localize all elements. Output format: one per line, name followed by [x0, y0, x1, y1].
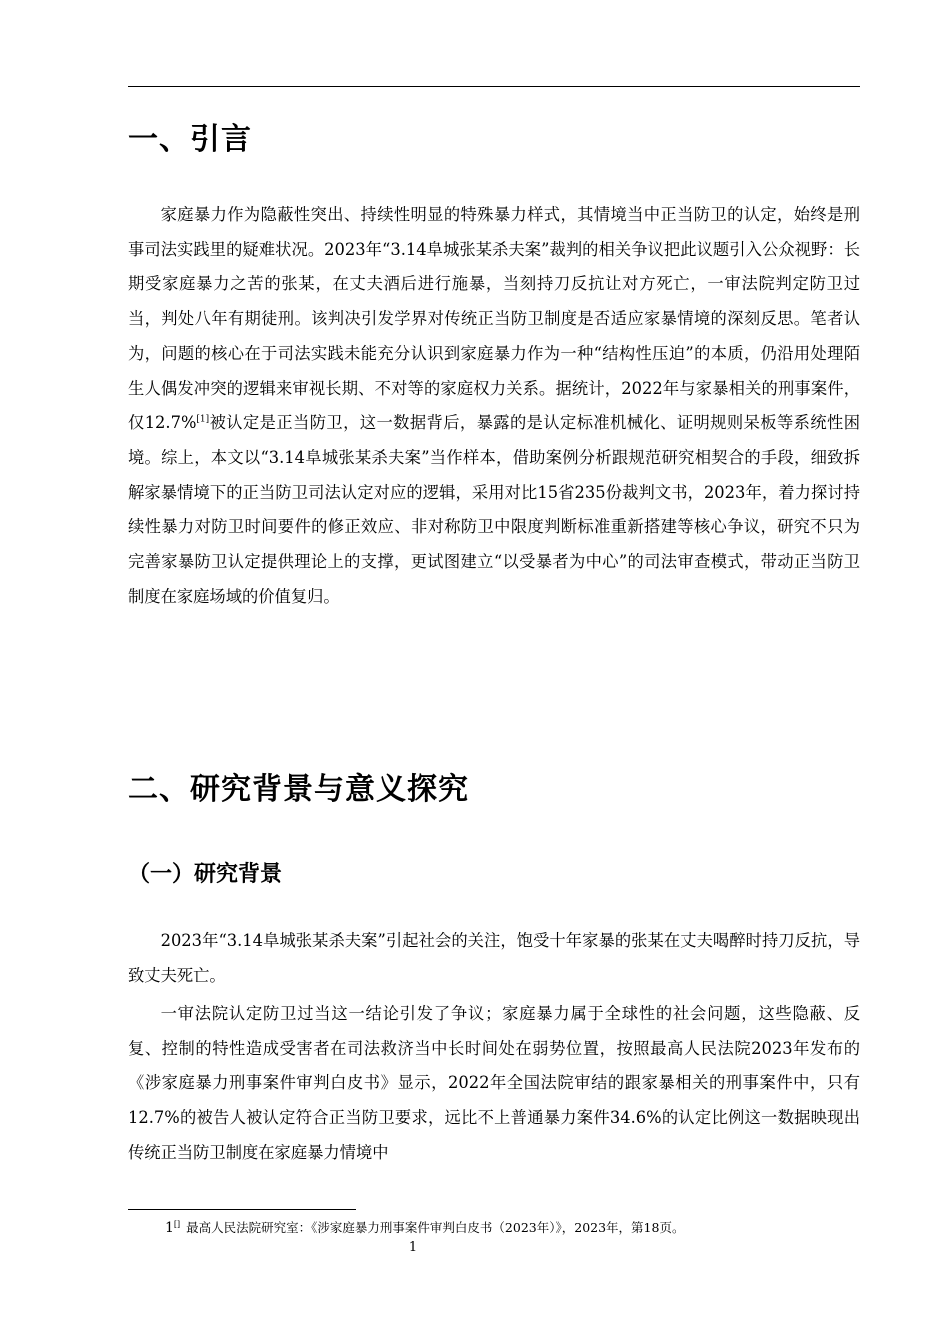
subsection-heading-background: （一）研究背景 — [128, 862, 283, 887]
section-heading-intro: 一、引言 — [128, 122, 252, 157]
background-paragraph-1: 2023年“3.14阜城张某杀夫案”引起社会的关注，饱受十年家暴的张某在丈夫喝醉时持刀反抗，导致丈夫死亡。 — [128, 931, 860, 985]
section-heading-background: 二、研究背景与意义探究 — [128, 772, 469, 807]
footnote-number: 1 — [165, 1220, 174, 1236]
page-number: 1 — [408, 1240, 418, 1255]
footnote-mark: [] — [173, 1219, 181, 1229]
footnote-separator — [128, 1209, 356, 1210]
intro-text-part1: 家庭暴力作为隐蔽性突出、持续性明显的特殊暴力样式，其情境当中正当防卫的认定，始终是刑事司法实践里的疑难状况。2023年“3.14阜城张某杀夫案”裁判的相关争议把此议题引入公众视野：长期受家庭暴力之苦的张某，在丈夫酒后进行施暴，当刻持刀反抗让对方死亡，一审法院判定防卫过当，判处八年有期徒刑。该判决引发学界对传统正当防卫制度是否适应家暴情境的深刻反思。笔者认为，问题的核心在于司法实践未能充分认识到家庭暴力作为一种“结构性压迫”的本质，仍沿用处理陌生人偶发冲突的逻辑来审视长期、不对等的家庭权力关系。据统计，2022年与家暴相关的刑事案件，仅12.7% — [128, 205, 860, 433]
header-rule — [128, 86, 860, 87]
footnote — [165, 1218, 684, 1238]
footnote-text: 最高人民法院研究室：《涉家庭暴力刑事案件审判白皮书（2023年）》，2023年，第18页。 — [186, 1220, 685, 1235]
intro-paragraph — [128, 198, 860, 614]
background-paragraph-2: 一审法院认定防卫过当这一结论引发了争议；家庭暴力属于全球性的社会问题，这些隐蔽、反复、控制的特性造成受害者在司法救济当中长时间处在弱势位置，按照最高人民法院2023年发布的《涉家庭暴力刑事案件审判白皮书》显示，2022年全国法院审结的跟家暴相关的刑事案件中，只有12.7%的被告人被认定符合正当防卫要求，远比不上普通暴力案件34.6%的认定比例这一数据映现出传统正当防卫制度在家庭暴力情境中 — [128, 1004, 860, 1162]
footnote-reference[interactable]: [1] — [196, 414, 210, 425]
intro-text-part2: 被认定是正当防卫，这一数据背后，暴露的是认定标准机械化、证明规则呆板等系统性困境。综上，本文以“3.14阜城张某杀夫案”当作样本，借助案例分析跟规范研究相契合的手段，细致拆解家暴情境下的正当防卫司法认定对应的逻辑，采用对比15省235份裁判文书，2023年，着力探讨持续性暴力对防卫时间要件的修正效应、非对称防卫中限度判断标准重新搭建等核心争议，研究不只为完善家暴防卫认定提供理论上的支撑，更试图建立“以受暴者为中心”的司法审查模式，带动正当防卫制度在家庭场域的价值复归。 — [128, 413, 860, 606]
